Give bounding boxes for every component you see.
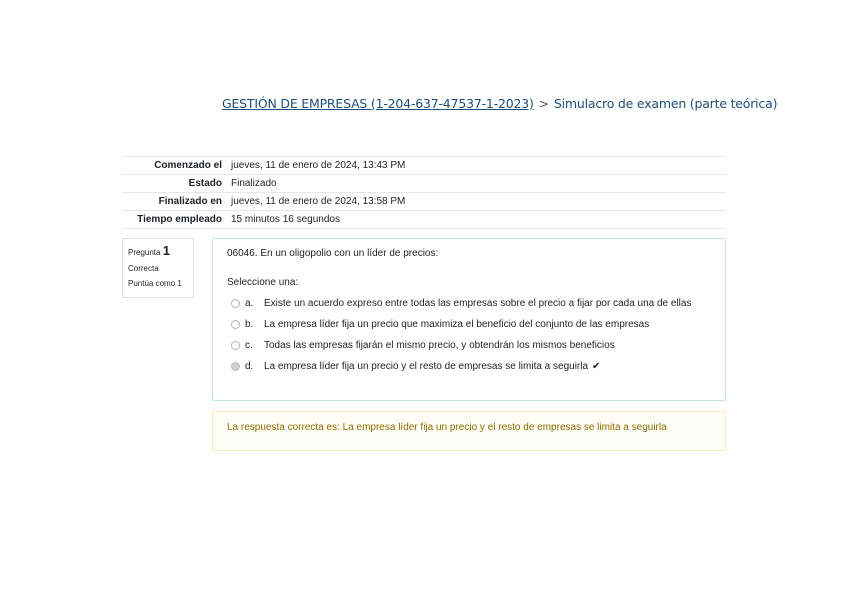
feedback-text: La respuesta correcta es: La empresa líder fija un precio y el resto de empresas se limita a seguirla xyxy=(227,422,667,433)
answer-option-d[interactable] xyxy=(231,359,711,374)
breadcrumb xyxy=(222,96,777,111)
summary-label: Comenzado el xyxy=(122,157,227,175)
summary-row xyxy=(122,193,726,211)
breadcrumb-separator: > xyxy=(538,96,549,111)
option-text: Todas las empresas fijarán el mismo precio, y obtendrán los mismos beneficios xyxy=(264,340,615,351)
summary-row xyxy=(122,175,726,193)
question-text: 06046. En un oligopolio con un líder de precios: xyxy=(227,248,439,259)
radio-button-selected[interactable] xyxy=(231,362,240,371)
summary-row xyxy=(122,211,726,229)
summary-value: Finalizado xyxy=(227,175,726,193)
question-number-value: 1 xyxy=(162,243,170,258)
option-letter: d. xyxy=(245,361,254,372)
attempt-summary-table xyxy=(122,156,726,229)
breadcrumb-current: Simulacro de examen (parte teórica) xyxy=(553,96,778,111)
option-text: Existe un acuerdo expreso entre todas las empresas sobre el precio a fijar por cada una de ellas xyxy=(264,298,692,309)
option-letter: b. xyxy=(245,319,254,330)
summary-value: jueves, 11 de enero de 2024, 13:58 PM xyxy=(227,193,726,211)
option-text-wrapper xyxy=(264,359,704,374)
answer-option-c[interactable] xyxy=(231,338,711,353)
summary-label: Finalizado en xyxy=(122,193,227,211)
breadcrumb-course-link[interactable]: GESTIÓN DE EMPRESAS (1-204-637-47537-1-2023) xyxy=(222,96,534,111)
answer-option-b[interactable] xyxy=(231,317,711,332)
option-text: La empresa líder fija un precio que maximiza el beneficio del conjunto de las empresas xyxy=(264,319,650,330)
summary-label: Tiempo empleado xyxy=(122,211,227,229)
check-icon: ✔ xyxy=(592,361,601,372)
question-number xyxy=(128,243,193,258)
question-state: Correcta xyxy=(128,264,159,273)
question-info-box xyxy=(122,238,194,298)
radio-button[interactable] xyxy=(231,341,240,350)
option-letter: a. xyxy=(245,298,254,309)
radio-button[interactable] xyxy=(231,320,240,329)
radio-button[interactable] xyxy=(231,299,240,308)
summary-label: Estado xyxy=(122,175,227,193)
correct-answer-feedback xyxy=(212,411,726,451)
answer-options xyxy=(231,296,711,374)
summary-value: jueves, 11 de enero de 2024, 13:43 PM xyxy=(227,157,726,175)
question-grade: Puntúa como 1 xyxy=(128,279,182,288)
question-prompt: Seleccione una: xyxy=(227,277,299,288)
option-text: La empresa líder fija un precio y el resto de empresas se limita a seguirla xyxy=(264,361,589,372)
question-formulation xyxy=(212,238,726,401)
option-letter: c. xyxy=(245,340,253,351)
question-number-label: Pregunta xyxy=(128,248,161,257)
summary-row xyxy=(122,157,726,175)
summary-value: 15 minutos 16 segundos xyxy=(227,211,726,229)
answer-option-a[interactable] xyxy=(231,296,711,311)
